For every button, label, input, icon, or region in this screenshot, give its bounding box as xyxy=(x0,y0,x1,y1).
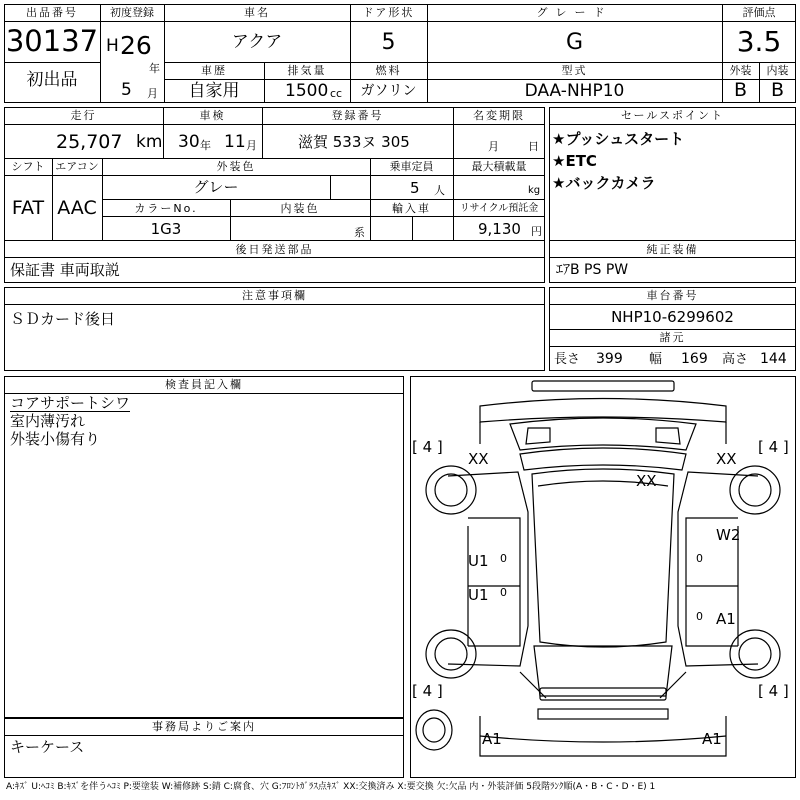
import-label: 輸入車 xyxy=(392,202,431,215)
year-unit: 年 xyxy=(149,62,160,75)
mileage-label: 走行 xyxy=(70,109,97,122)
mark-rear-right: A1 xyxy=(702,730,722,748)
selling-point: ★プッシュスタート xyxy=(552,130,685,148)
recycle: 9,130 xyxy=(478,220,521,238)
office-label: 事務局よりご案内 xyxy=(152,720,256,733)
width: 169 xyxy=(681,351,708,367)
first-listing: 初出品 xyxy=(26,70,78,90)
shift-label: シフト xyxy=(11,160,45,173)
interior-label: 内装 xyxy=(766,64,789,77)
mark-zero: 0 xyxy=(696,552,703,565)
height: 144 xyxy=(760,351,787,367)
grade-label: グレード xyxy=(536,6,613,19)
selling-points-label: セールスポイント xyxy=(620,109,724,122)
chassis-number: NHP10-6299602 xyxy=(611,308,734,326)
deferred-label: 後日発送部品 xyxy=(235,243,314,256)
length-label: 長さ xyxy=(554,352,581,367)
lot-number-label: 出品番号 xyxy=(26,6,78,19)
selling-point: ★バックカメラ xyxy=(552,174,656,192)
inspector-label: 検査員記入欄 xyxy=(165,378,243,391)
max-load-unit: kg xyxy=(528,185,541,196)
exterior-grade: B xyxy=(733,79,748,101)
reg-month: 5 xyxy=(121,80,132,100)
deadline-label: 名変期限 xyxy=(473,109,525,122)
capacity-unit: 人 xyxy=(434,184,445,197)
color-no-label: カラーNo. xyxy=(134,202,198,215)
inspection-year: 30 xyxy=(178,132,200,152)
width-label: 幅 xyxy=(649,352,663,367)
height-label: 高さ xyxy=(722,352,749,367)
capacity: 5 xyxy=(410,179,420,197)
selling-point: ★ETC xyxy=(552,152,597,170)
recycle-unit: 円 xyxy=(531,225,542,238)
plate-label: 登録番号 xyxy=(331,109,384,122)
mark-roof: XX xyxy=(636,472,657,490)
car-diagram xyxy=(410,376,796,778)
history: 自家用 xyxy=(188,81,240,101)
tyre-mark-front-left: [ 4 ] xyxy=(412,438,443,456)
deferred: 保証書 車両取説 xyxy=(10,261,120,279)
mark-left-front-door: U1 xyxy=(468,552,489,570)
equipment: ｴｱB PS PW xyxy=(556,262,629,278)
mileage: 25,707 xyxy=(56,131,123,153)
inspection-year-unit: 年 xyxy=(200,139,211,152)
deadline-day-unit: 日 xyxy=(528,140,539,153)
recycle-label: リサイクル預託金 xyxy=(459,203,539,214)
mark-front-right: XX xyxy=(716,450,737,468)
mileage-unit: km xyxy=(136,132,163,152)
office: キーケース xyxy=(10,738,85,756)
fuel: ガソリン xyxy=(360,83,417,99)
interior-grade: B xyxy=(770,79,785,101)
exterior-label: 外装 xyxy=(729,64,752,77)
first-registration-label: 初度登録 xyxy=(110,6,154,19)
inspector-line: 室内薄汚れ xyxy=(10,412,86,430)
inspector-line: 外装小傷有り xyxy=(10,430,101,448)
displacement: 1500 xyxy=(285,81,329,101)
equipment-label: 純正装備 xyxy=(646,243,699,256)
legend: A:ｷｽﾞ U:ﾍｺﾐ B:ｷｽﾞを伴うﾍｺﾐ P:要塗装 W:補修跡 S:錆 C:腐食、穴 G:ﾌﾛﾝﾄｶﾞﾗｽ点ｷｽﾞ XX:交換済み X:要交換 欠:欠品 内・外装評価 5段階ﾗﾝｸ順(A・B・C・D・E) 1 xyxy=(6,782,656,792)
notes-label: 注意事項欄 xyxy=(242,289,307,302)
score: 3.5 xyxy=(736,25,782,58)
mark-zero: 0 xyxy=(500,586,507,599)
tyre-mark-front-right: [ 4 ] xyxy=(758,438,789,456)
deadline-month-unit: 月 xyxy=(488,140,499,153)
ext-color-label: 外装色 xyxy=(216,160,256,173)
mark-zero: 0 xyxy=(696,610,703,623)
score-label: 評価点 xyxy=(742,6,776,19)
car-name-label: 車名 xyxy=(244,6,270,19)
fuel-label: 燃料 xyxy=(375,64,402,77)
model: DAA-NHP10 xyxy=(524,81,625,101)
inspector-line: コアサポートシワ xyxy=(10,394,131,412)
spec-label: 諸元 xyxy=(659,331,686,344)
reg-year: 26 xyxy=(120,31,152,60)
inspection-month-unit: 月 xyxy=(246,139,257,152)
tyre-mark-rear-right: [ 4 ] xyxy=(758,682,789,700)
door: 5 xyxy=(381,30,396,55)
door-label: ドア形状 xyxy=(362,6,415,19)
ac: AAC xyxy=(57,197,97,219)
capacity-label: 乗車定員 xyxy=(389,160,434,173)
length: 399 xyxy=(596,351,623,367)
mark-right-rear-door: A1 xyxy=(716,610,736,628)
shift: FAT xyxy=(11,197,45,219)
int-color-unit: 系 xyxy=(354,226,365,239)
ac-label: エアコン xyxy=(55,160,99,173)
max-load-label: 最大積載量 xyxy=(471,160,527,173)
color-no: 1G3 xyxy=(150,220,182,238)
displacement-label: 排気量 xyxy=(287,64,327,77)
notes: ＳＤカード後日 xyxy=(10,310,116,328)
history-label: 車歴 xyxy=(201,64,227,77)
car-name: アクア xyxy=(231,32,283,52)
model-label: 型式 xyxy=(561,64,588,77)
inspection-label: 車検 xyxy=(199,109,226,122)
mark-rear-left: A1 xyxy=(482,730,502,748)
mark-zero: 0 xyxy=(500,552,507,565)
grade: G xyxy=(565,30,584,55)
displacement-unit: cc xyxy=(330,87,343,100)
inspection-month: 11 xyxy=(224,132,246,152)
int-color-label: 内装色 xyxy=(280,202,320,215)
era: H xyxy=(106,36,119,56)
tyre-mark-rear-left: [ 4 ] xyxy=(412,682,443,700)
plate: 滋賀 533ヌ 305 xyxy=(298,133,410,151)
chassis-label: 車台番号 xyxy=(646,289,699,302)
lot-number: 30137 xyxy=(5,24,99,58)
month-unit: 月 xyxy=(147,87,158,100)
ext-color: グレー xyxy=(193,178,239,196)
mark-right-front-door: W2 xyxy=(716,526,741,544)
mark-left-rear-door: U1 xyxy=(468,586,489,604)
mark-front-left: XX xyxy=(468,450,489,468)
